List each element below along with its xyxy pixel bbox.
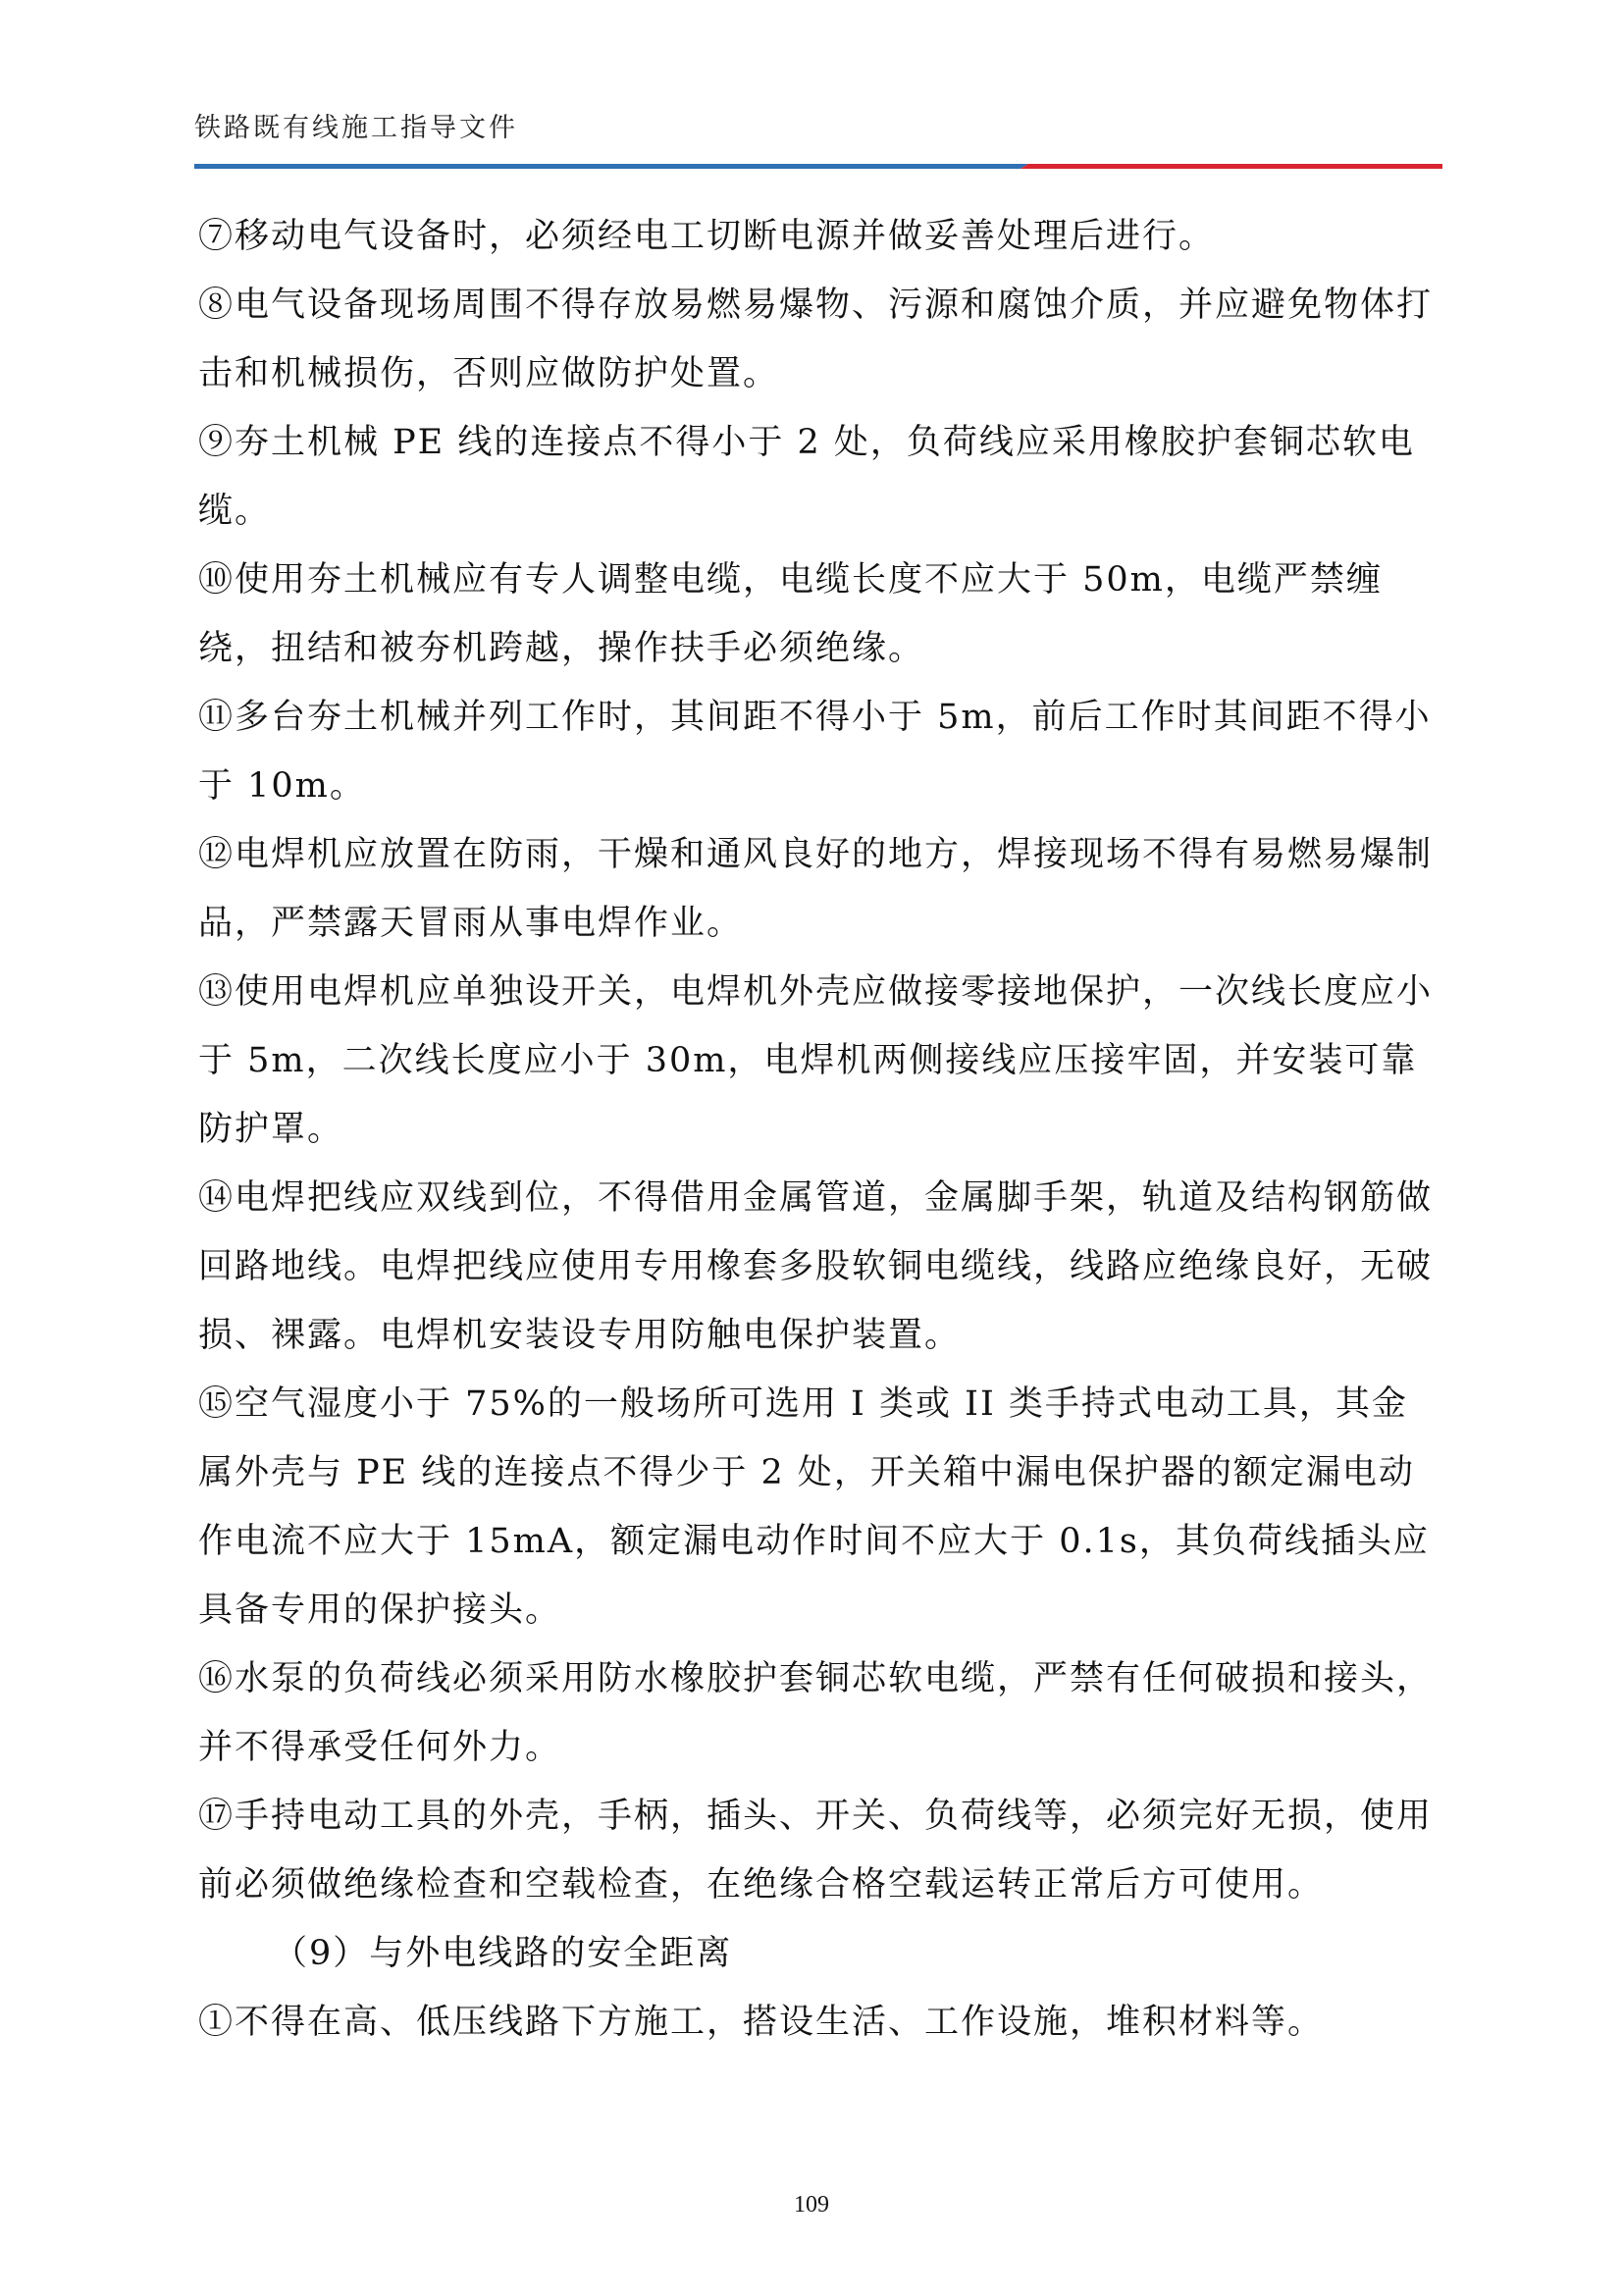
- document-body: [198, 202, 1433, 2057]
- paragraph-9: ⑨夯土机械 PE 线的连接点不得小于 2 处，负荷线应采用橡胶护套铜芯软电缆。: [198, 423, 1415, 531]
- section-heading-9: （9）与外电线路的安全距离: [273, 1934, 733, 1973]
- paragraph-13: ⑬使用电焊机应单独设开关，电焊机外壳应做接零接地保护，一次线长度应小于 5m，二次线长度应小于 30m，电焊机两侧接线应压接牢固，并安装可靠防护罩。: [198, 972, 1434, 1149]
- paragraph-7: ⑦移动电气设备时，必须经电工切断电源并做妥善处理后进行。: [198, 217, 1216, 256]
- paragraph-11: ⑪多台夯土机械并列工作时，其间距不得小于 5m，前后工作时其间距不得小于 10m。: [198, 698, 1432, 806]
- paragraph-1: ①不得在高、低压线路下方施工，搭设生活、工作设施，堆积材料等。: [198, 2003, 1325, 2042]
- header-divider-red: [1021, 164, 1442, 169]
- header-divider-blue: [194, 164, 1028, 169]
- page-number: 109: [794, 2192, 829, 2218]
- document-header-title: 铁路既有线施工指导文件: [194, 113, 518, 143]
- paragraph-14: ⑭电焊把线应双线到位，不得借用金属管道，金属脚手架，轨道及结构钢筋做回路地线。电焊把线应使用专用橡套多股软铜电缆线，线路应绝缘良好，无破损、裸露。电焊机安装设专用防触电保护装置。: [198, 1178, 1434, 1355]
- paragraph-8: ⑧电气设备现场周围不得存放易燃易爆物、污源和腐蚀介质，并应避免物体打击和机械损伤，否则应做防护处置。: [198, 286, 1434, 393]
- paragraph-10: ⑩使用夯土机械应有专人调整电缆，电缆长度不应大于 50m，电缆严禁缠绕，扭结和被夯机跨越，操作扶手必须绝缘。: [198, 560, 1383, 668]
- paragraph-16: ⑯水泵的负荷线必须采用防水橡胶护套铜芯软电缆，严禁有任何破损和接头，并不得承受任何外力。: [198, 1659, 1434, 1767]
- paragraph-12: ⑫电焊机应放置在防雨，干燥和通风良好的地方，焊接现场不得有易燃易爆制品，严禁露天冒雨从事电焊作业。: [198, 835, 1434, 943]
- paragraph-17: ⑰手持电动工具的外壳，手柄，插头、开关、负荷线等，必须完好无损，使用前必须做绝缘检查和空载检查，在绝缘合格空载运转正常后方可使用。: [198, 1797, 1434, 1905]
- paragraph-15: ⑮空气湿度小于 75%的一般场所可选用 I 类或 II 类手持式电动工具，其金属外壳与 PE 线的连接点不得少于 2 处，开关箱中漏电保护器的额定漏电动作电流不应大于 15mA，额定漏电动作时间不应大于 0.1s，其负荷线插头应具备专用的保护接头。: [198, 1384, 1430, 1630]
- header-divider: [194, 162, 1442, 171]
